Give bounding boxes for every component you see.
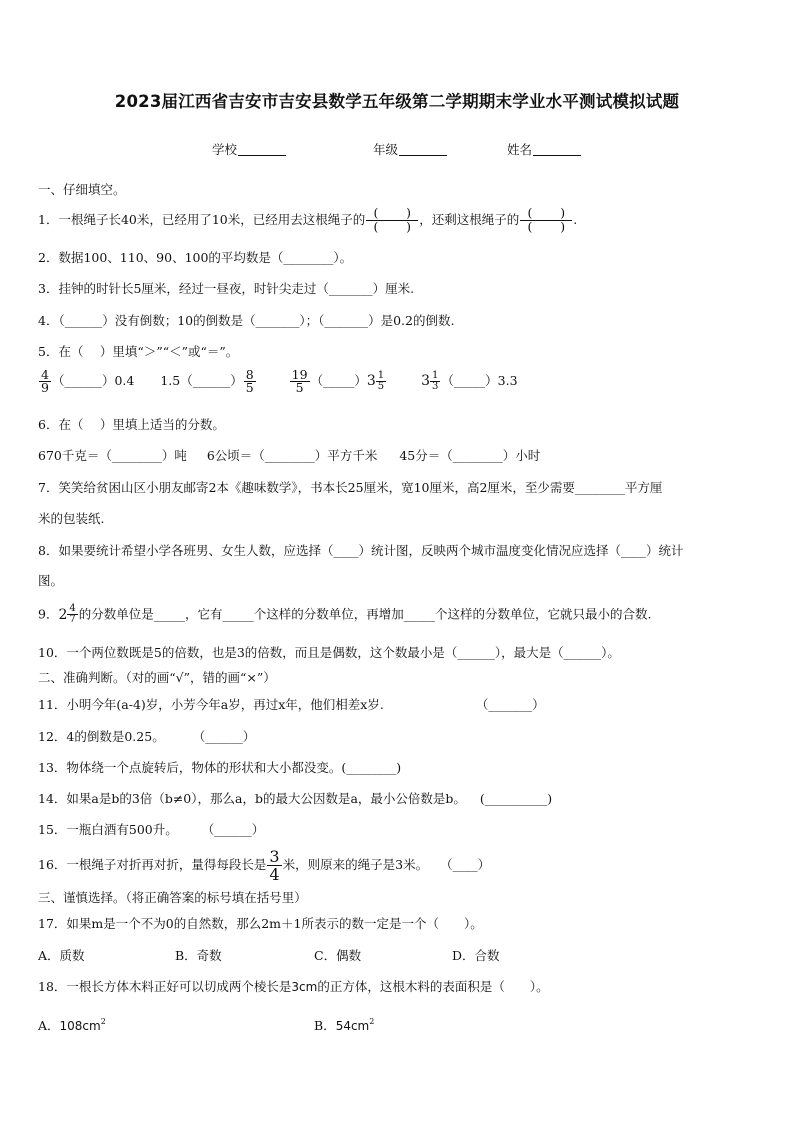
answer-blank-14[interactable]: (__________) bbox=[479, 791, 553, 806]
section-1-heading: 一、仔细填空。 bbox=[38, 182, 126, 197]
grade-blank[interactable] bbox=[399, 143, 447, 156]
name-field: 姓名 bbox=[507, 140, 581, 158]
question-16: 16．一根绳子对折再对折，量得每段长是 $\frac{3}{4}$ 米，则原来的绳子是3米。 （____） bbox=[38, 847, 491, 884]
question-17: 17．如果m是一个不为0的自然数，那么2m＋1所表示的数一定是一个（ ）。 bbox=[38, 916, 483, 931]
question-12: 12．4的倒数是0.25。 （______） bbox=[38, 729, 256, 744]
question-10: 10．一个两位数既是5的倍数，也是3的倍数，而且是偶数，这个数最小是（______），最大是（______）。 bbox=[38, 645, 620, 660]
name-blank[interactable] bbox=[533, 143, 581, 156]
question-8-line-1: 8．如果要统计希望小学各班男、女生人数，应选择（____）统计图，反映两个城市温度变化情况应选择（____）统计 bbox=[38, 543, 684, 558]
question-6: 6．在（ ）里填上适当的分数。 bbox=[38, 417, 225, 432]
option-a[interactable]: A．$108cm^2$ bbox=[38, 1017, 106, 1033]
question-14: 14．如果a是b的3倍（b≠0），那么a，b的最大公因数是a，最小公倍数是b。 (__________) bbox=[38, 791, 553, 806]
mixed-2-4-7: 2 $\frac{4}{7}$ bbox=[58, 603, 76, 625]
mixed-3-1-3: 3 $\frac{1}{3}$ bbox=[421, 369, 439, 392]
question-18-options bbox=[38, 1014, 374, 1034]
question-5-comparisons: $\frac{4}{9}$ （______）0.4 1.5（______） $\frac{8}{5}$ $\frac{19}{5}$ （_____） 3 $\frac{1}{5}$ 3 $\frac{1}{3}$ （_____）3.3 bbox=[41, 367, 518, 395]
answer-blank-15[interactable]: （______） bbox=[201, 822, 265, 837]
page-title: 2023届江西省吉安市吉安县数学五年级第二学期期末学业水平测试模拟试题 bbox=[114, 92, 680, 111]
question-3: 3．挂钟的时针长5厘米，经过一昼夜，时针尖走过（_______）厘米. bbox=[38, 281, 415, 296]
school-blank[interactable] bbox=[238, 143, 286, 156]
question-15: 15．一瓶白酒有500升。 （______） bbox=[38, 822, 265, 837]
question-7-line-2: 米的包装纸. bbox=[38, 511, 105, 526]
section-2-heading: 二、准确判断。（对的画“√”，错的画“×”） bbox=[38, 670, 276, 685]
question-2: 2．数据100、110、90、100的平均数是（________）。 bbox=[38, 250, 353, 265]
answer-blank-11[interactable]: （_______） bbox=[475, 697, 545, 712]
answer-blank-16[interactable]: （____） bbox=[440, 857, 491, 872]
question-1: 1．一根绳子长40米，已经用了10米，已经用去这根绳子的 $\frac{( )}{( )}$ ，还剩这根绳子的 $\frac{( )}{( )}$ . bbox=[38, 205, 578, 234]
fraction-4-9: $\frac{4}{9}$ bbox=[41, 367, 49, 395]
question-18: 18．一根长方体木料正好可以切成两个棱长是3cm的正方体，这根木料的表面积是（ ）。 bbox=[38, 979, 549, 994]
question-11: 11．小明今年(a-4)岁，小芳今年a岁，再过x年，他们相差x岁. （_______） bbox=[38, 697, 545, 712]
question-9: 9． 2 $\frac{4}{7}$ 的分数单位是_____，它有_____个这样的分数单位，再增加_____个这样的分数单位，它就只最小的合数. bbox=[38, 603, 652, 625]
question-8-line-2: 图。 bbox=[38, 573, 64, 588]
option-c[interactable]: C．偶数 bbox=[314, 948, 362, 963]
question-7-line-1: 7．笑笑给贫困山区小朋友邮寄2本《趣味数学》，书本长25厘米，宽10厘米，高2厘米，至少需要________平方厘 bbox=[38, 480, 663, 495]
fraction-blank-used[interactable]: $\frac{( )}{( )}$ bbox=[366, 207, 418, 234]
option-d[interactable]: D．合数 bbox=[452, 948, 500, 963]
mixed-3-1-5: 3 $\frac{1}{5}$ bbox=[366, 369, 385, 392]
question-4: 4．（______）没有倒数；10的倒数是（_______）；（_______）是0.2的倒数. bbox=[38, 313, 455, 328]
option-b[interactable]: B．奇数 bbox=[175, 948, 222, 963]
fraction-blank-remaining[interactable]: $\frac{( )}{( )}$ bbox=[520, 207, 572, 234]
section-3-heading: 三、谨慎选择。（将正确答案的标号填在括号里） bbox=[38, 890, 307, 905]
question-17-options bbox=[38, 948, 500, 964]
answer-blank-12[interactable]: （______） bbox=[192, 729, 256, 744]
question-6-conversions: 670千克＝（________）吨 6公顷＝（________）平方千米 45分＝（________）小时 bbox=[38, 448, 541, 463]
option-a[interactable]: A．质数 bbox=[38, 948, 85, 963]
grade-field: 年级 bbox=[373, 140, 447, 158]
school-field: 学校 bbox=[212, 140, 286, 158]
option-b[interactable]: B．$54cm^2$ bbox=[314, 1017, 375, 1033]
fraction-19-5: $\frac{19}{5}$ bbox=[291, 367, 308, 395]
fraction-3-4: $\frac{3}{4}$ bbox=[269, 847, 280, 884]
fraction-8-5: $\frac{8}{5}$ bbox=[245, 367, 254, 395]
question-13: 13．物体绕一个点旋转后，物体的形状和大小都没变。(________) bbox=[38, 760, 402, 775]
question-5: 5．在（ ）里填“＞”“＜”或“＝”。 bbox=[38, 344, 239, 359]
